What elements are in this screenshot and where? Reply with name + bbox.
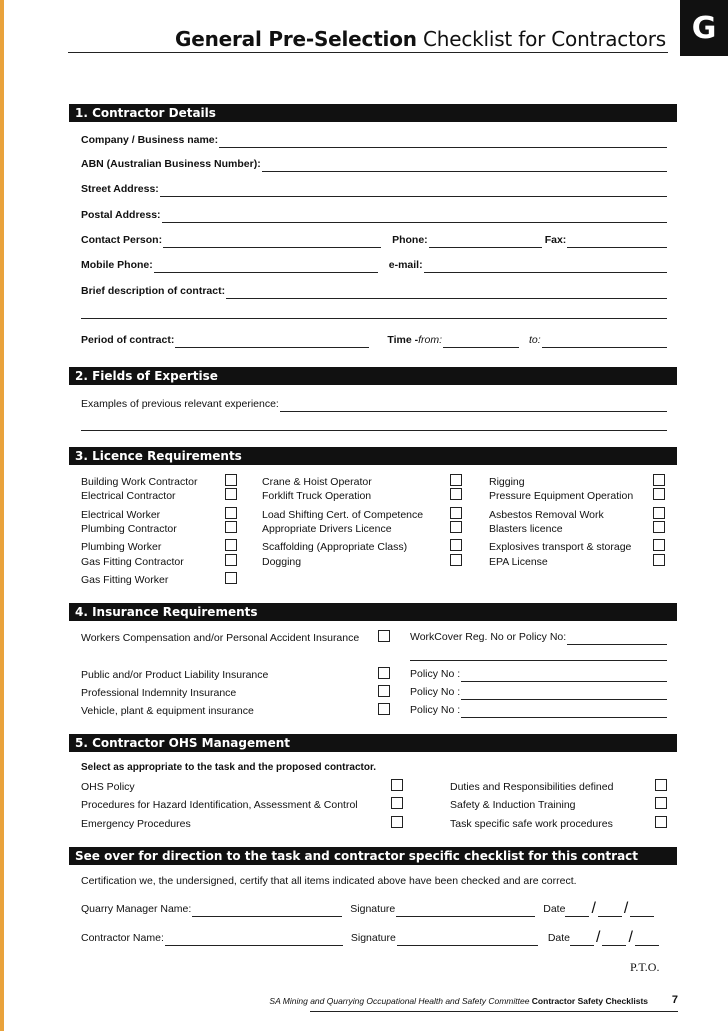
brief-description-field[interactable] [226, 287, 667, 299]
licence-item: Electrical Worker [81, 509, 161, 521]
experience-field[interactable] [280, 400, 667, 412]
time-to-field[interactable] [542, 336, 667, 348]
date-year [630, 905, 654, 917]
page-title [175, 27, 666, 51]
licence-item: Explosives transport & storage [489, 541, 632, 553]
licence-item: Appropriate Drivers Licence [262, 523, 392, 535]
licence-checkbox[interactable] [653, 488, 665, 500]
abn-label: ABN (Australian Business Number): [81, 158, 261, 170]
date-month [602, 934, 626, 946]
licence-item: Load Shifting Cert. of Competence [262, 509, 424, 521]
licence-item: Forklift Truck Operation [262, 490, 372, 502]
ohs-item: Task specific safe work procedures [450, 818, 613, 830]
experience-extra-line[interactable] [81, 430, 667, 431]
mobile-phone-field[interactable] [154, 261, 378, 273]
licence-checkbox[interactable] [653, 521, 665, 533]
orange-margin-stripe [0, 0, 4, 1031]
policy-field[interactable] [461, 706, 667, 718]
company-name-field[interactable] [219, 136, 667, 148]
licence-checkbox[interactable] [225, 521, 237, 533]
licence-item: Blasters licence [489, 523, 563, 535]
signature-label: Signature [350, 932, 396, 944]
certification-statement: Certification we, the undersigned, certify that all items indicated above have been checked and are correct. [81, 875, 577, 887]
licence-item: EPA License [489, 556, 548, 568]
quarry-manager-field[interactable] [192, 905, 342, 917]
ohs-checkbox[interactable] [391, 816, 403, 828]
licence-item: Building Work Contractor [81, 476, 198, 488]
licence-item: Plumbing Contractor [81, 523, 177, 535]
checklist-direction-heading: See over for direction to the task and contractor specific checklist for this contract [69, 847, 677, 865]
date-label: Date [547, 932, 571, 944]
mobile-row [81, 257, 667, 273]
experience-label: Examples of previous relevant experience: [81, 398, 279, 410]
footer-rule [310, 1011, 678, 1012]
page-turn-over: P.T.O. [630, 960, 660, 974]
licence-checkbox[interactable] [225, 507, 237, 519]
licence-item: Pressure Equipment Operation [489, 490, 634, 502]
section-1-heading: 1. Contractor Details [69, 104, 677, 122]
contractor-row [81, 930, 667, 946]
page-number: 7 [671, 994, 678, 1006]
licence-item: Crane & Hoist Operator [262, 476, 372, 488]
vehicle-insurance-checkbox[interactable] [378, 703, 390, 715]
date-slash: / [628, 929, 633, 946]
public-liability-checkbox[interactable] [378, 667, 390, 679]
fax-field[interactable] [567, 236, 667, 248]
licence-checkbox[interactable] [450, 554, 462, 566]
contractor-date-field[interactable] [570, 930, 659, 946]
date-day [570, 934, 594, 946]
abn-field[interactable] [262, 160, 667, 172]
email-label: e-mail: [388, 259, 423, 271]
licence-item: Plumbing Worker [81, 541, 162, 553]
licence-checkbox[interactable] [653, 539, 665, 551]
period-field[interactable] [175, 336, 369, 348]
ohs-item: Duties and Responsibilities defined [450, 781, 614, 793]
licence-checkbox[interactable] [653, 554, 665, 566]
brief-description-extra-line[interactable] [81, 318, 667, 319]
licence-checkbox[interactable] [653, 474, 665, 486]
ohs-checkbox[interactable] [391, 797, 403, 809]
contractor-name-label: Contractor Name: [81, 932, 164, 944]
indemnity-label: Professional Indemnity Insurance [81, 687, 237, 699]
checklists-label: Contractor Safety Checklists [531, 996, 648, 1006]
policy-field[interactable] [461, 670, 667, 682]
licence-checkbox[interactable] [225, 474, 237, 486]
ohs-item: Procedures for Hazard Identification, Assessment & Control [81, 799, 358, 811]
ohs-checkbox[interactable] [391, 779, 403, 791]
postal-address-label: Postal Address: [81, 209, 161, 221]
date-year [635, 934, 659, 946]
licence-checkbox[interactable] [450, 488, 462, 500]
mobile-phone-label: Mobile Phone: [81, 259, 153, 271]
ohs-checkbox[interactable] [655, 816, 667, 828]
indemnity-policy-row [410, 684, 667, 700]
policy-label: Policy No : [410, 668, 461, 680]
workcover-row [410, 629, 667, 645]
licence-checkbox[interactable] [225, 572, 237, 584]
licence-checkbox[interactable] [225, 554, 237, 566]
street-address-label: Street Address: [81, 183, 159, 195]
time-from-field[interactable] [443, 336, 519, 348]
phone-field[interactable] [429, 236, 542, 248]
indemnity-checkbox[interactable] [378, 685, 390, 697]
phone-label: Phone: [392, 234, 428, 246]
quarry-date-field[interactable] [565, 901, 654, 917]
ohs-checkbox[interactable] [655, 779, 667, 791]
section-5-heading: 5. Contractor OHS Management [69, 734, 677, 752]
policy-field[interactable] [461, 688, 667, 700]
title-rule [68, 52, 668, 53]
section-tab-letter: G [680, 0, 728, 56]
period-row [81, 332, 667, 348]
licence-checkbox[interactable] [450, 539, 462, 551]
date-slash: / [591, 900, 596, 917]
licence-checkbox[interactable] [450, 521, 462, 533]
workers-comp-checkbox[interactable] [378, 630, 390, 642]
company-name-row [81, 132, 667, 148]
quarry-manager-label: Quarry Manager Name: [81, 903, 192, 915]
abn-row [81, 156, 667, 172]
quarry-signature-field[interactable] [396, 905, 535, 917]
contact-row [81, 232, 667, 248]
licence-item: Rigging [489, 476, 525, 488]
licence-item: Electrical Contractor [81, 490, 176, 502]
licence-checkbox[interactable] [450, 507, 462, 519]
licence-checkbox[interactable] [225, 539, 237, 551]
ohs-instructions: Select as appropriate to the task and the proposed contractor. [81, 762, 377, 773]
section-4-heading: 4. Insurance Requirements [69, 603, 677, 621]
licence-item: Asbestos Removal Work [489, 509, 604, 521]
licence-item: Dogging [262, 556, 302, 568]
licence-checkbox[interactable] [225, 488, 237, 500]
footer-text [269, 996, 672, 1006]
policy-label: Policy No : [410, 686, 461, 698]
licence-checkbox[interactable] [450, 474, 462, 486]
policy-label: Policy No : [410, 704, 461, 716]
title-bold: General Pre-Selection [175, 27, 417, 51]
title-rest: Checklist for Contractors [422, 27, 666, 51]
brief-description-row [81, 283, 667, 299]
quarry-manager-row [81, 901, 667, 917]
workcover-field[interactable] [567, 633, 667, 645]
ohs-item: OHS Policy [81, 781, 135, 793]
email-field[interactable] [424, 261, 667, 273]
postal-address-field[interactable] [162, 211, 667, 223]
date-label: Date [543, 903, 566, 915]
street-address-field[interactable] [160, 185, 667, 197]
time-from-label: from: [418, 334, 442, 346]
time-to-label: to: [529, 334, 541, 346]
contact-person-field[interactable] [163, 236, 381, 248]
committee-name: SA Mining and Quarrying Occupational Health and Safety Committee [269, 996, 530, 1006]
public-liability-policy-row [410, 666, 667, 682]
date-month [598, 905, 622, 917]
postal-address-row [81, 207, 667, 223]
vehicle-policy-row [410, 702, 667, 718]
street-address-row [81, 181, 667, 197]
workers-comp-label: Workers Compensation and/or Personal Accident Insurance [81, 632, 360, 644]
signature-label: Signature [350, 903, 396, 915]
licence-item: Gas Fitting Contractor [81, 556, 184, 568]
section-2-heading: 2. Fields of Expertise [69, 367, 677, 385]
brief-description-label: Brief description of contract: [81, 285, 226, 297]
experience-row [81, 396, 667, 412]
fax-label: Fax: [544, 234, 567, 246]
ohs-item: Emergency Procedures [81, 818, 191, 830]
contractor-signature-field[interactable] [397, 934, 538, 946]
licence-item: Gas Fitting Worker [81, 574, 169, 586]
time-label: Time - [387, 334, 419, 346]
section-3-heading: 3. Licence Requirements [69, 447, 677, 465]
period-label: Period of contract: [81, 334, 175, 346]
contractor-name-field[interactable] [165, 934, 343, 946]
vehicle-insurance-label: Vehicle, plant & equipment insurance [81, 705, 254, 717]
ohs-checkbox[interactable] [655, 797, 667, 809]
workcover-extra-line[interactable] [410, 660, 667, 661]
date-slash: / [596, 929, 601, 946]
company-name-label: Company / Business name: [81, 134, 219, 146]
licence-checkbox[interactable] [653, 507, 665, 519]
contact-person-label: Contact Person: [81, 234, 163, 246]
date-day [565, 905, 589, 917]
public-liability-label: Public and/or Product Liability Insurance [81, 669, 269, 681]
workcover-label: WorkCover Reg. No or Policy No: [410, 631, 567, 643]
date-slash: / [623, 900, 629, 917]
licence-item: Scaffolding (Appropriate Class) [262, 541, 408, 553]
ohs-item: Safety & Induction Training [450, 799, 576, 811]
